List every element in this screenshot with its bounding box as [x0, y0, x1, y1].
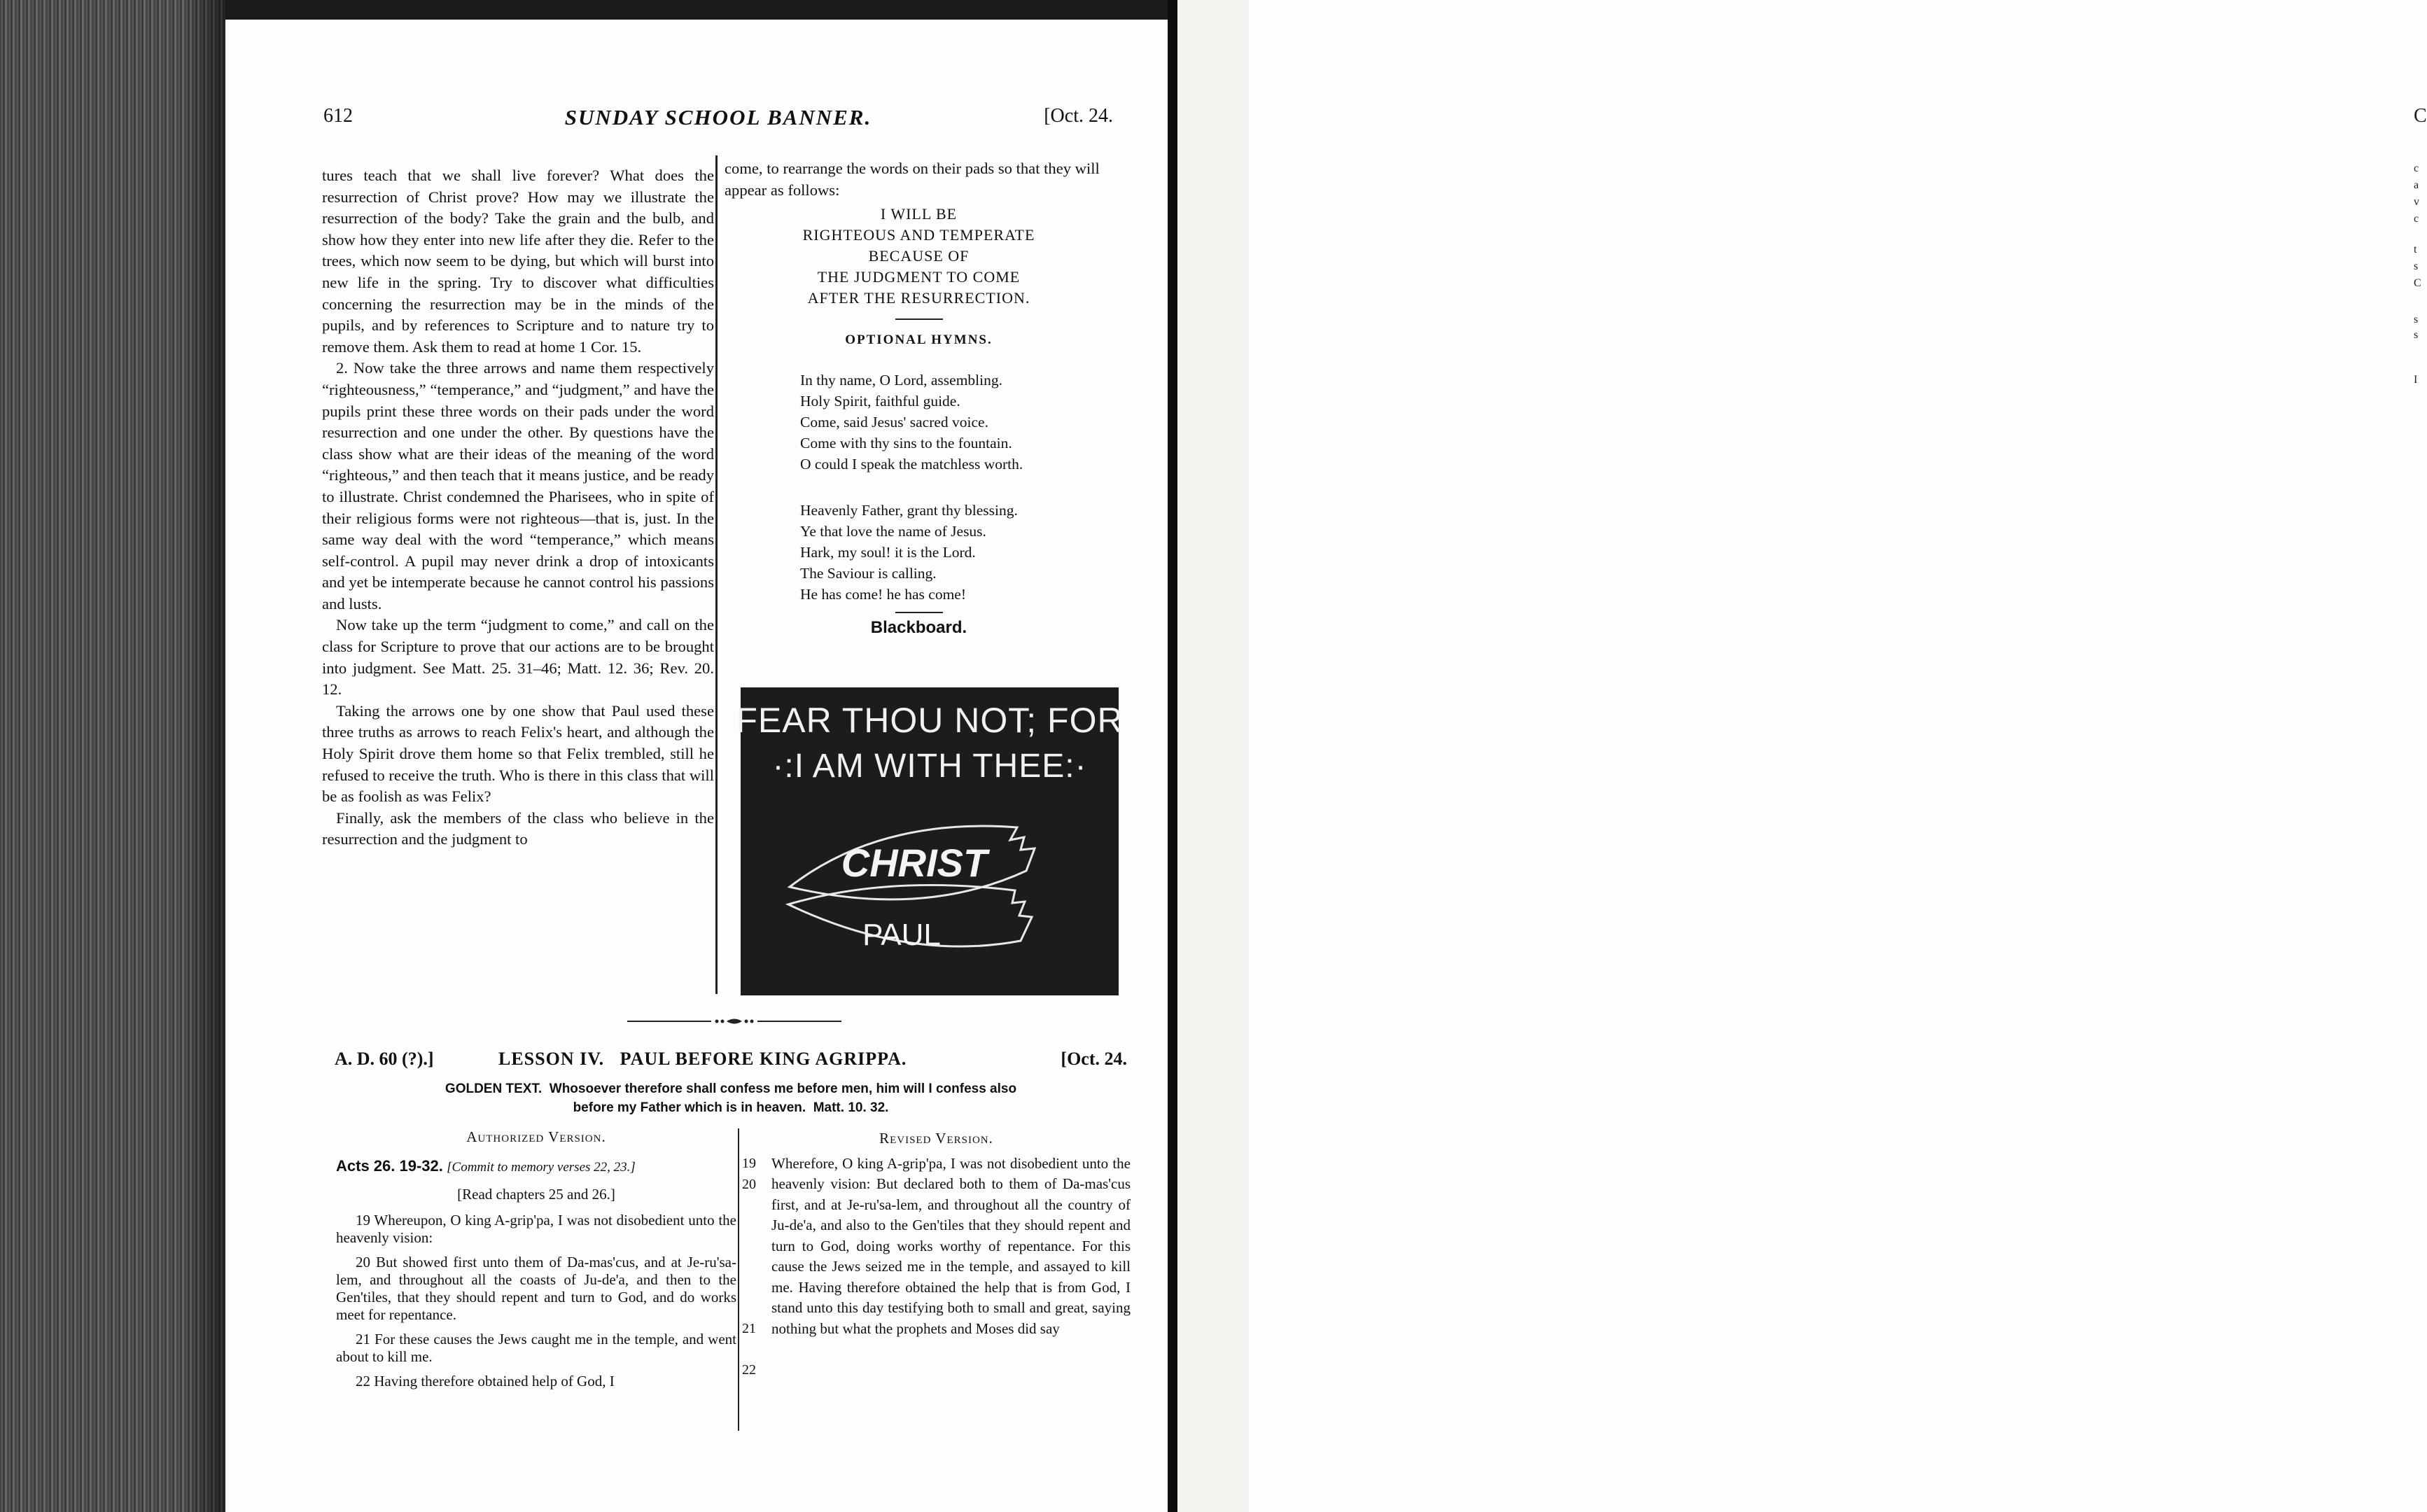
verse-number: 20: [742, 1176, 756, 1192]
verse: 19 Whereupon, O king A-grip'pa, I was not disobedient unto the heavenly vision:: [336, 1212, 736, 1246]
revised-text: Wherefore, O king A-grip'pa, I was not disobedient unto the heavenly vision: But declared both to them of Da-mas'cus first, and at Je-ru'sa-lem, and throughout all the country of Ju-de'a, and also to the Gen'tiles that they should repent and turn to God, doing works worthy of repentance. For this cause the Jews seized me in the temple, and assayed to kill me. Having therefore obtained the help that is from God, I stand unto this day testifying both to small and great, saying nothing but what the prophets and Moses did say: [771, 1154, 1131, 1337]
revised-text-block: [742, 1154, 1131, 1378]
hymn-list: [800, 370, 1113, 475]
section-rule: [895, 318, 943, 320]
facing-page-fragment: s: [2414, 260, 2419, 272]
issue-date: [Oct. 24.: [1044, 105, 1113, 127]
journal-title: SUNDAY SCHOOL BANNER.: [564, 105, 872, 130]
verse: 21 For these causes the Jews caught me in the temple, and went about to kill me.: [336, 1331, 736, 1365]
right-column: [725, 158, 1113, 638]
left-column: [322, 165, 714, 850]
golden-text-line: before my Father which is in heaven. Matt. 10. 32.: [573, 1100, 889, 1115]
facing-page-fragment: C: [2414, 277, 2421, 289]
pledge-line: RIGHTEOUS AND TEMPERATE: [802, 226, 1035, 244]
paragraph: 2. Now take the three arrows and name them respectively “righteousness,” “temperance,” and “judgment,” and have the pupils print these three words on their pads under the word resurrection and one under the other. By questions have the class show what are their ideas of the meaning of the word “righteous,” and then teach that it means justice, and be ready to illustrate. Christ condemned the Pharisees, who in spite of their religious forms were not righteous—that is, just. In the same way deal with the word “temperance,” which means self-control. A pupil may never drink a drop of intoxicants and yet be intemperate because he cannot control his passions and lusts.: [322, 359, 714, 612]
hymn-item: The Saviour is calling.: [800, 564, 937, 582]
hymn-item: He has come! he has come!: [800, 585, 966, 603]
blackboard-line-2: ·:I AM WITH THEE:·: [772, 748, 1087, 785]
pledge-line: THE JUDGMENT TO COME: [817, 268, 1021, 286]
golden-text-line: GOLDEN TEXT. Whosoever therefore shall confess me before men, him will I confess also: [445, 1082, 1017, 1096]
version-heading: Authorized Version.: [466, 1128, 606, 1145]
pledge-line: BECAUSE OF: [868, 247, 970, 265]
hymn-item: Ye that love the name of Jesus.: [800, 522, 986, 540]
ornamental-divider: [627, 1016, 841, 1026]
blackboard-heading: Blackboard.: [870, 617, 967, 637]
section-rule: [895, 612, 943, 613]
version-heading: Revised Version.: [879, 1130, 993, 1147]
golden-text: [335, 1079, 1127, 1117]
page-number: 612: [323, 105, 353, 127]
paragraph: Taking the arrows one by one show that Paul used these three truths as arrows to reach Felix's heart, and although the Holy Spirit drove them home so that Felix trembled, still he refused to receive the truth. Who is there in this class that will be as foolish as was Felix?: [322, 701, 714, 806]
hymn-item: Heavenly Father, grant thy blessing.: [800, 501, 1018, 519]
column-rule: [738, 1128, 739, 1431]
verse-number: 19: [742, 1155, 756, 1171]
verse: 22 Having therefore obtained help of God, I: [356, 1373, 615, 1390]
facing-page-fragment: s: [2414, 329, 2419, 341]
pledge-block: [725, 204, 1113, 309]
facing-page-fragment: c: [2414, 213, 2419, 225]
facing-page-fragment: v: [2414, 196, 2419, 208]
blackboard-illustration: [736, 687, 1124, 995]
blackboard-word-christ: CHRIST: [841, 841, 988, 885]
hymn-item: Come, said Jesus' sacred voice.: [800, 413, 988, 430]
lesson-date: [Oct. 24.: [1061, 1049, 1127, 1069]
hymn-item: O could I speak the matchless worth.: [800, 455, 1023, 472]
revised-version: [742, 1128, 1131, 1378]
hymn-item: Holy Spirit, faithful guide.: [800, 392, 960, 410]
facing-page-fragment: c: [2414, 162, 2419, 174]
hymn-item: Hark, my soul! it is the Lord.: [800, 543, 976, 561]
lesson-heading: [335, 1049, 1127, 1074]
hymn-item: Come with thy sins to the fountain.: [800, 434, 1012, 451]
book-gutter: [1168, 0, 1177, 1512]
authorized-version: [336, 1128, 736, 1397]
scripture-reference: [336, 1157, 736, 1176]
verse: 20 But showed first unto them of Da-mas'cus, and at Je-ru'sa-lem, and throughout all the coasts of Ju-de'a, and then to the Gen'tiles, that they should repent and turn to God, and do works meet for repentance.: [336, 1254, 736, 1323]
blackboard-word-paul: PAUL: [862, 918, 941, 952]
verse-number: 21: [742, 1320, 756, 1336]
verse-number: 22: [742, 1362, 756, 1378]
facing-page-fragment: a: [2414, 179, 2419, 191]
spine-shadow: [182, 0, 225, 1512]
facing-page: [1177, 0, 2427, 1512]
hymn-list: [800, 500, 1113, 605]
facing-page-fragment: C: [2414, 105, 2427, 127]
column-rule: [715, 155, 718, 994]
facing-page-fragment: I: [2414, 374, 2418, 386]
hymn-item: In thy name, O Lord, assembling.: [800, 371, 1003, 388]
lesson-title: LESSON IV. PAUL BEFORE KING AGRIPPA.: [498, 1049, 907, 1069]
blackboard-line-1: FEAR THOU NOT; FOR: [736, 701, 1124, 740]
paragraph: come, to rearrange the words on their pads so that they will appear as follows:: [725, 160, 1100, 199]
pledge-line: I WILL BE: [880, 205, 958, 223]
reading-note: [Read chapters 25 and 26.]: [457, 1186, 615, 1203]
page-header: [323, 105, 1113, 136]
facing-page-fragment: s: [2414, 314, 2419, 326]
paragraph: Finally, ask the members of the class who believe in the resurrection and the judgment to: [322, 808, 714, 848]
top-shadow: [225, 0, 1249, 20]
hymns-heading: OPTIONAL HYMNS.: [845, 332, 993, 348]
pledge-line: AFTER THE RESURRECTION.: [807, 289, 1030, 307]
paragraph: Now take up the term “judgment to come,” and call on the class for Scripture to prove that our actions are to be brought into judgment. See Matt. 25. 31–46; Matt. 12. 36; Rev. 20. 12.: [322, 616, 714, 699]
paragraph: tures teach that we shall live forever? What does the resurrection of Christ prove? How may we illustrate the resurrection of the body? Take the grain and the bulb, and show how they enter into new life after they die. Refer to the trees, which now seem to be dying, but which will burst into new life in the spring. Try to discover what difficulties concerning the resurrection may be in the minds of the pupils, and by references to Scripture and to nature try to remove them. Ask them to read at home 1 Cor. 15.: [322, 167, 714, 356]
reference-label: Acts 26. 19-32.: [336, 1157, 443, 1175]
lesson-year: A. D. 60 (?).]: [335, 1049, 434, 1069]
facing-page-fragment: t: [2414, 244, 2417, 255]
memory-note: [Commit to memory verses 22, 23.]: [447, 1160, 636, 1175]
